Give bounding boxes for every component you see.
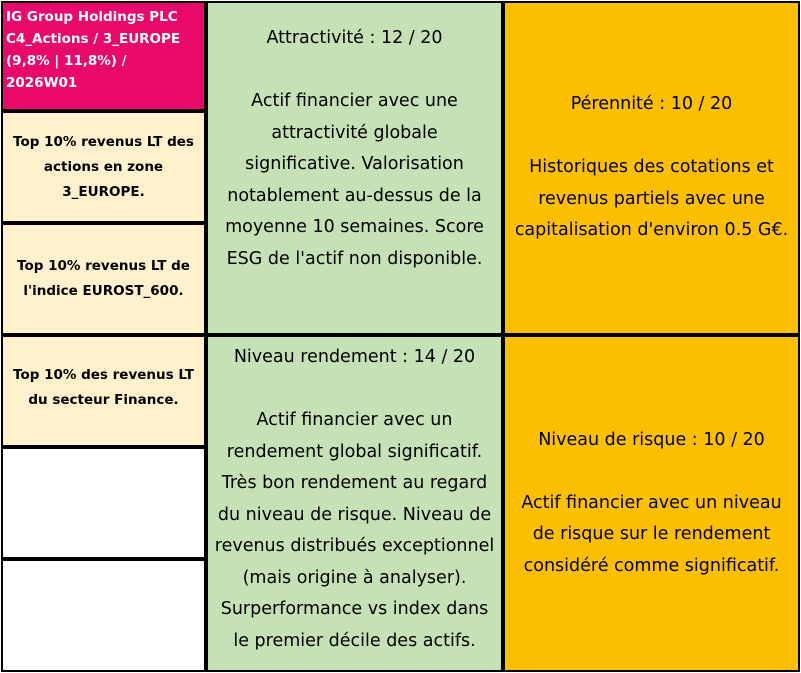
empty-cell <box>1 447 206 559</box>
rendement-block <box>206 335 503 672</box>
risque-block <box>503 335 800 672</box>
risque-text: Actif financier avec un niveau de risque sur le rendement considéré comme significatif. <box>521 492 782 576</box>
asset-stats: (9,8% | 11,8%) / 2026W01 <box>6 53 127 91</box>
tag-zone-europe <box>1 111 206 223</box>
tag-text: Top 10% revenus LT de l'indice EUROST_600. <box>17 258 190 299</box>
tag-sector-finance <box>1 335 206 447</box>
attractivite-text: Actif financier avec une attractivité globale significative. Valorisation notablement au-dessus de la moyenne 10 semaines. Score ESG de l'actif non disponible. <box>225 91 484 269</box>
perennite-title: Pérennité : 10 / 20 <box>570 94 733 115</box>
perennite-text: Historiques des cotations et revenus partiels avec une capitalisation d'environ 0.5 G€. <box>514 157 789 241</box>
attractivite-title: Attractivité : 12 / 20 <box>266 28 443 48</box>
company-name: IG Group Holdings PLC <box>6 9 178 25</box>
asset-category: C4_Actions / 3_EUROPE <box>6 31 181 47</box>
attractivite-block <box>206 1 503 335</box>
rendement-title: Niveau rendement : 14 / 20 <box>233 347 476 367</box>
perennite-block <box>503 1 800 335</box>
tag-text: Top 10% revenus LT des actions en zone 3_EUROPE. <box>13 133 194 200</box>
empty-cell <box>1 559 206 672</box>
asset-header <box>1 1 206 111</box>
tag-text: Top 10% des revenus LT du secteur Finance. <box>13 367 194 408</box>
tag-index-eurost600 <box>1 223 206 335</box>
risque-title: Niveau de risque : 10 / 20 <box>538 429 765 450</box>
rendement-text: Actif financier avec un rendement global significatif. Très bon rendement au regard du niveau de risque. Niveau de revenus distribués exceptionnel (mais origine à analyser). Surperformance vs index dans le premier décile des actifs. <box>214 410 495 651</box>
